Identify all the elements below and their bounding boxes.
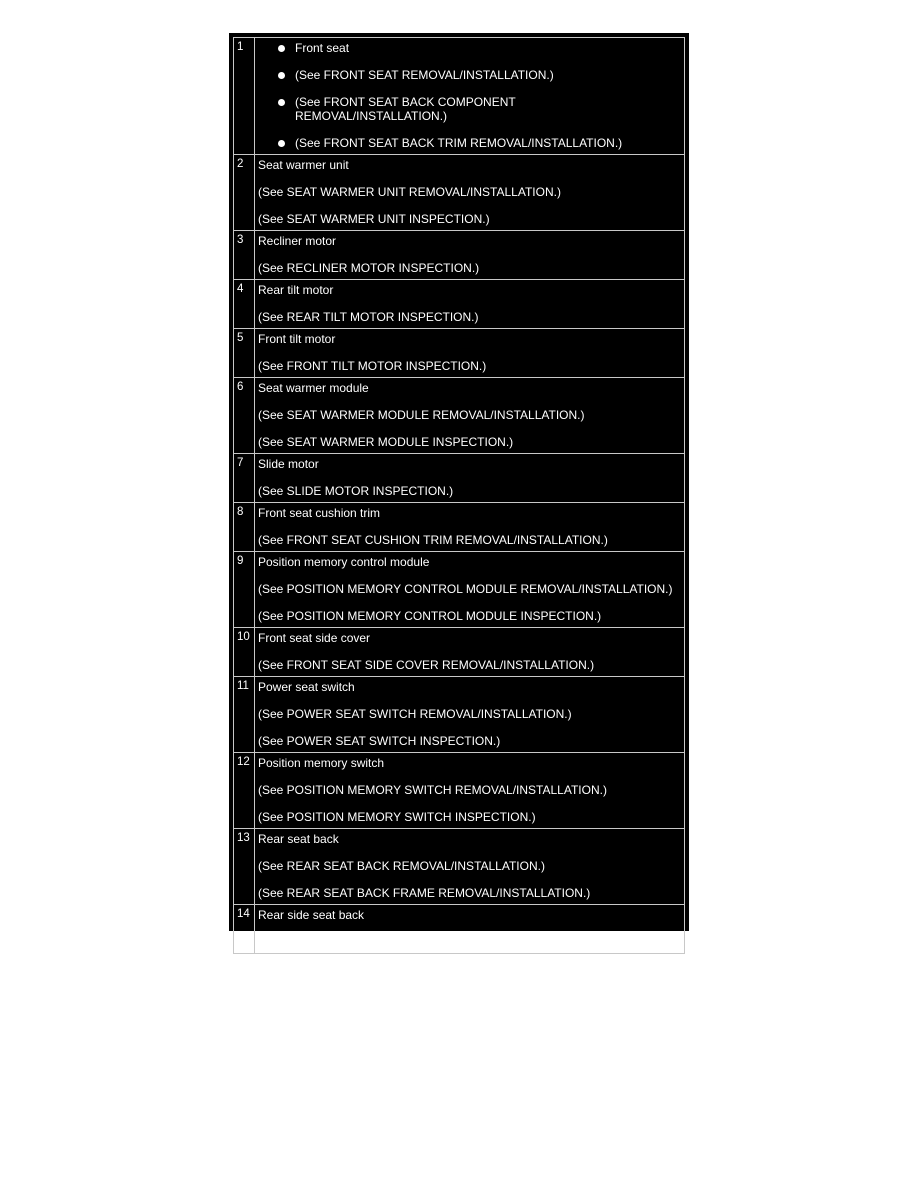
row-content [255, 905, 685, 954]
row-content [255, 503, 685, 552]
reference-link[interactable]: (See FRONT TILT MOTOR INSPECTION.) [258, 359, 487, 373]
reference-link[interactable]: (See REAR SEAT BACK FRAME REMOVAL/INSTALLATION.) [258, 886, 591, 900]
row-content [255, 753, 685, 829]
reference-link[interactable]: (See SEAT WARMER UNIT INSPECTION.) [258, 212, 490, 226]
row-number: 10 [234, 628, 255, 677]
bullet-dot-icon [278, 45, 285, 52]
reference-link[interactable]: (See FRONT SEAT SIDE COVER REMOVAL/INSTALLATION.) [258, 658, 595, 672]
reference-link[interactable]: (See POSITION MEMORY SWITCH REMOVAL/INSTALLATION.) [258, 783, 607, 797]
table-row [234, 628, 685, 677]
row-number: 12 [234, 753, 255, 829]
table-row [234, 155, 685, 231]
row-content [255, 280, 685, 329]
reference-link[interactable]: (See SLIDE MOTOR INSPECTION.) [258, 484, 454, 498]
table-row [234, 552, 685, 628]
bullet-item [276, 41, 684, 55]
reference-link[interactable]: (See SEAT WARMER UNIT REMOVAL/INSTALLATION.) [258, 185, 561, 199]
row-number: 13 [234, 829, 255, 905]
reference-link[interactable]: (See POSITION MEMORY SWITCH INSPECTION.) [258, 810, 536, 824]
row-number: 6 [234, 378, 255, 454]
row-content [255, 155, 685, 231]
row-content [255, 829, 685, 905]
reference-link[interactable]: (See SEAT WARMER MODULE INSPECTION.) [258, 435, 514, 449]
table-row [234, 231, 685, 280]
row-number: 1 [234, 38, 255, 155]
row-number: 9 [234, 552, 255, 628]
reference-link[interactable]: (See POSITION MEMORY CONTROL MODULE REMOVAL/INSTALLATION.) [258, 582, 673, 596]
row-number: 14 [234, 905, 255, 954]
bullet-item [276, 95, 684, 123]
row-number: 3 [234, 231, 255, 280]
bullet-dot-icon [278, 99, 285, 106]
bullet-dot-icon [278, 72, 285, 79]
row-number: 11 [234, 677, 255, 753]
row-number: 7 [234, 454, 255, 503]
reference-link[interactable]: (See FRONT SEAT BACK COMPONENT REMOVAL/INSTALLATION.) [295, 95, 516, 123]
table-row [234, 829, 685, 905]
component-name: Rear tilt motor [258, 283, 334, 297]
bullet-item [276, 136, 684, 150]
table-row [234, 280, 685, 329]
table-row [234, 753, 685, 829]
component-name: Front seat [295, 41, 350, 55]
bullet-dot-icon [278, 140, 285, 147]
component-name: Front seat cushion trim [258, 506, 381, 520]
reference-link[interactable]: (See POWER SEAT SWITCH REMOVAL/INSTALLATION.) [258, 707, 572, 721]
table-row [234, 905, 685, 954]
component-table [233, 37, 685, 954]
component-name: Seat warmer unit [258, 158, 349, 172]
table-row [234, 677, 685, 753]
table-row [234, 378, 685, 454]
table-row [234, 503, 685, 552]
reference-link[interactable]: (See POWER SEAT SWITCH INSPECTION.) [258, 734, 501, 748]
row-content [255, 38, 685, 155]
reference-link[interactable]: (See SEAT WARMER MODULE REMOVAL/INSTALLATION.) [258, 408, 585, 422]
table-row [234, 329, 685, 378]
component-name: Recliner motor [258, 234, 337, 248]
component-name: Slide motor [258, 457, 319, 471]
component-table-body [234, 38, 685, 954]
reference-link[interactable]: (See REAR SEAT BACK REMOVAL/INSTALLATION.) [258, 859, 545, 873]
reference-link[interactable]: (See POSITION MEMORY CONTROL MODULE INSPECTION.) [258, 609, 602, 623]
row-content [255, 231, 685, 280]
bullet-item [276, 68, 684, 82]
bullet-list [258, 41, 684, 150]
row-content [255, 677, 685, 753]
row-content [255, 454, 685, 503]
row-content [255, 329, 685, 378]
component-name: Rear side seat back [258, 908, 365, 922]
reference-link[interactable]: (See FRONT SEAT CUSHION TRIM REMOVAL/INSTALLATION.) [258, 533, 608, 547]
reference-link[interactable]: (See RECLINER MOTOR INSPECTION.) [258, 261, 480, 275]
table-row [234, 454, 685, 503]
row-content [255, 552, 685, 628]
row-number: 2 [234, 155, 255, 231]
component-name: Power seat switch [258, 680, 355, 694]
reference-link[interactable]: (See REAR SIDE SEAT BACK REMOVAL/INSTALLATION.) [258, 935, 577, 949]
component-name: Front tilt motor [258, 332, 336, 346]
row-number: 4 [234, 280, 255, 329]
component-table-frame [229, 33, 689, 949]
reference-link[interactable]: (See FRONT SEAT BACK TRIM REMOVAL/INSTALLATION.) [295, 136, 623, 150]
row-number: 5 [234, 329, 255, 378]
row-content [255, 378, 685, 454]
row-content [255, 628, 685, 677]
component-name: Position memory switch [258, 756, 385, 770]
reference-link[interactable]: (See FRONT SEAT REMOVAL/INSTALLATION.) [295, 68, 554, 82]
component-name: Front seat side cover [258, 631, 371, 645]
component-name: Seat warmer module [258, 381, 369, 395]
row-number: 8 [234, 503, 255, 552]
component-name: Rear seat back [258, 832, 339, 846]
table-row [234, 38, 685, 155]
component-name: Position memory control module [258, 555, 430, 569]
reference-link[interactable]: (See REAR TILT MOTOR INSPECTION.) [258, 310, 479, 324]
